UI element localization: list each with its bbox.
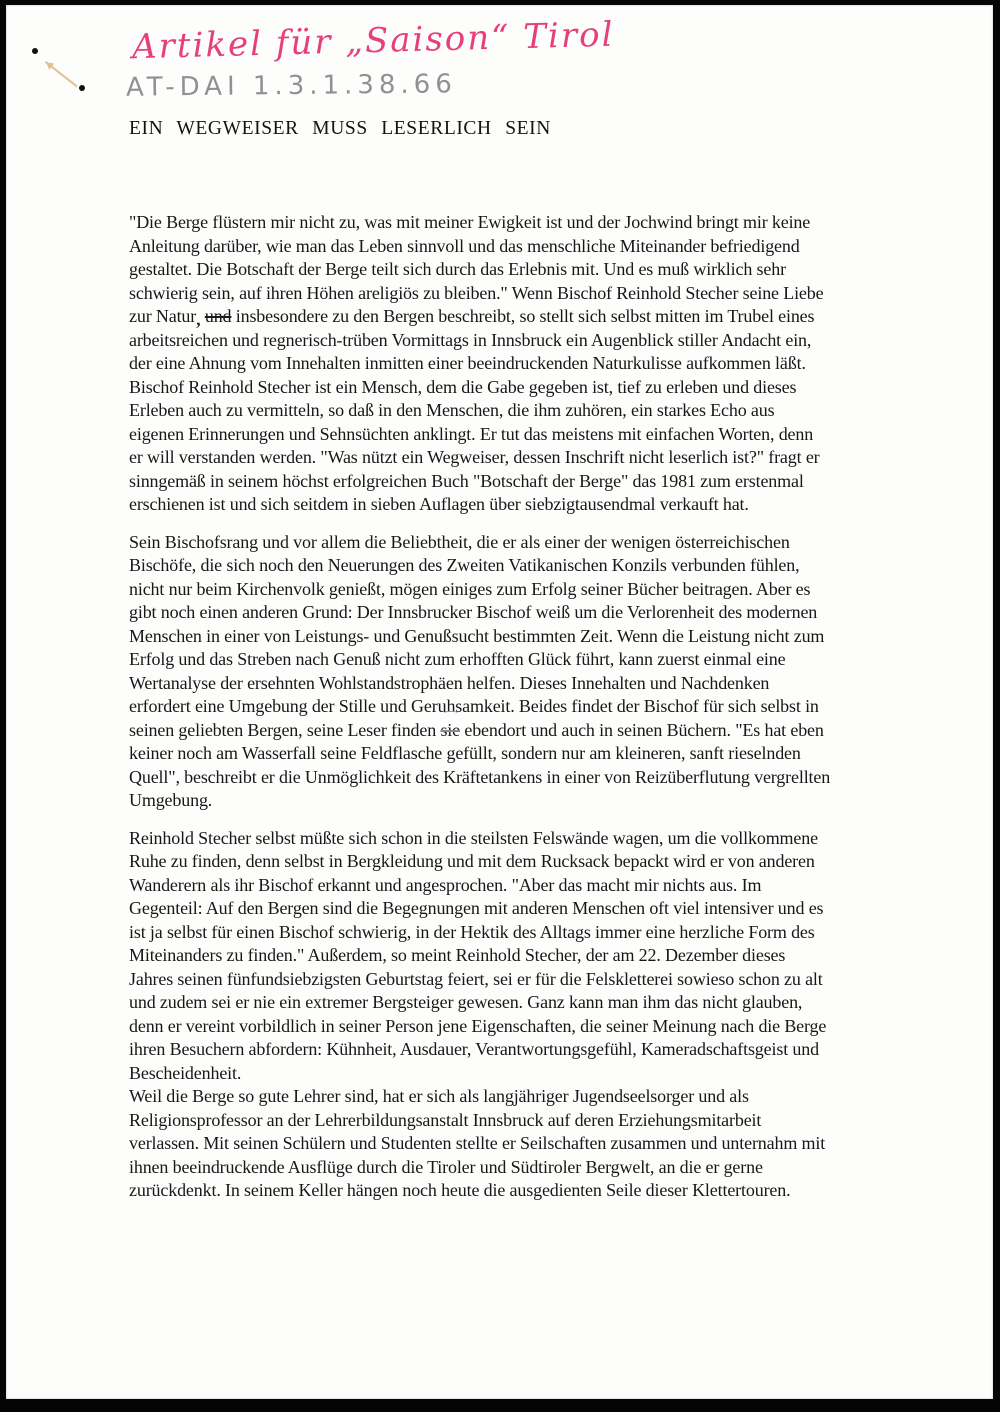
text-line [129, 305, 911, 329]
struck-word: und [204, 306, 232, 326]
paper-sheet [6, 5, 993, 1399]
text-segment: der eine Ahnung vom Innehalten inmitten einer beeindruckenden Naturkulisse aufkommen läßt. [129, 353, 806, 373]
text-line [129, 874, 911, 898]
text-segment: gestaltet. Die Botschaft der Berge teilt sich durch das Erlebnis mit. Und es muß wirklich sehr [129, 259, 786, 279]
text-line [129, 695, 911, 719]
text-line [129, 329, 911, 353]
text-line [129, 446, 911, 470]
text-segment: und zudem sei er nie ein extremer Bergsteiger gewesen. Ganz kann man ihm das nicht glauben, [129, 992, 803, 1012]
text-line [129, 827, 911, 851]
text-segment: ihren Besuchern abfordern: Kühnheit, Ausdauer, Verantwortungsgefühl, Kameradschaftsgeist und [129, 1039, 819, 1059]
text-segment: Erfolg und das Streben nach Genuß nicht zum erhofften Glück führt, kann zuerst einmal eine [129, 649, 786, 669]
text-segment: insbesondere zu den Bergen beschreibt, so stellt sich selbst mitten im Trubel eines [231, 306, 815, 326]
pencil-arrow-mark [45, 61, 78, 87]
text-segment: zurückdenkt. In seinem Keller hängen noch heute die ausgedienten Seile dieser Klettertouren. [129, 1180, 791, 1200]
text-segment: Weil die Berge so gute Lehrer sind, hat er sich als langjähriger Jugendseelsorger und als [129, 1086, 749, 1106]
text-line [129, 399, 911, 423]
text-segment: "Die Berge flüstern mir nicht zu, was mit meiner Ewigkeit ist und der Jochwind bringt mir keine [129, 212, 811, 232]
text-segment: erschienen ist und sich seitdem in sieben Auflagen über siebzigtausendmal verkauft hat. [129, 494, 749, 514]
handwritten-comma: , [196, 309, 201, 329]
text-line [129, 282, 911, 306]
text-line [129, 742, 911, 766]
staple-hole [32, 48, 38, 54]
text-line [129, 991, 911, 1015]
text-line [129, 601, 911, 625]
text-line [129, 921, 911, 945]
text-segment: Miteinanders zu finden." Außerdem, so meint Reinhold Stecher, der am 22. Dezember dieses [129, 945, 786, 965]
text-line [129, 470, 911, 494]
text-line [129, 789, 911, 813]
text-segment: Wanderern als ihr Bischof erkannt und angesprochen. "Aber das macht mir nichts aus. Im [129, 874, 762, 895]
text-line [129, 672, 911, 696]
text-line [129, 235, 911, 259]
text-segment: er will verstanden werden. "Was nützt ein Wegweiser, dessen Inschrift nicht leserlich ist?" fragt er [129, 447, 820, 467]
text-segment: ist ja selbst für einen Bischof schwierig, in der Hektik des Alltags immer eine herzliche Form des [129, 921, 815, 942]
text-line [129, 1038, 911, 1062]
text-line [129, 968, 911, 992]
document-title: EIN WEGWEISER MUSS LESERLICH SEIN [129, 118, 551, 139]
text-segment: sinngemäß in seinem höchst erfolgreichen Buch "Botschaft der Berge" das 1981 zum erstenmal [129, 470, 804, 491]
text-line [129, 1179, 911, 1203]
text-segment: eigenen Erinnerungen und Sehnsüchten anklingt. Er tut das meistens mit einfachen Worten, denn [129, 423, 814, 444]
text-segment: Wertanalyse der ersehnten Wohlstandstrophäen helfen. Dieses Innehalten und Nachdenken [129, 672, 770, 693]
text-line [129, 766, 911, 790]
text-line [129, 648, 911, 672]
text-line [129, 944, 911, 968]
text-line [129, 423, 911, 447]
text-line [129, 625, 911, 649]
text-line [129, 850, 911, 874]
text-segment: schwierig sein, auf ihren Höhen areligiös zu bleiben." Wenn Bischof Reinhold Stecher seine Liebe [129, 282, 824, 303]
handwritten-archive-reference: AT-DAI 1.3.1.38.66 [125, 69, 457, 103]
text-line [129, 1109, 911, 1133]
text-line [129, 897, 911, 921]
text-segment: Religionsprofessor an der Lehrerbildungsanstalt Innsbruck auf deren Erziehungsmitarbeit [129, 1109, 762, 1130]
text-segment: Quell", beschreibt er die Unmöglichkeit des Kräftetankens in einer von Reizüberflutung vergrellten [129, 766, 831, 787]
text-segment: Bischof Reinhold Stecher ist ein Mensch, dem die Gabe gegeben ist, tief zu erleben und dieses [129, 376, 797, 397]
text-segment: seinen geliebten Bergen, seine Leser finden [129, 719, 441, 740]
staple-hole [79, 85, 85, 91]
text-segment: Bescheidenheit. [129, 1062, 242, 1083]
text-segment: verlassen. Mit seinen Schülern und Studenten stellte er Seilschaften zusammen und unternahm mit [129, 1133, 826, 1153]
text-line [129, 719, 911, 743]
text-line [129, 578, 911, 602]
text-segment: Sein Bischofsrang und vor allem die Beliebtheit, die er als einer der wenigen österreichischen [129, 531, 790, 552]
paragraph [129, 827, 911, 1203]
struck-word: sie [440, 720, 460, 740]
document-body [129, 211, 911, 1203]
text-segment: Umgebung. [129, 790, 213, 810]
text-segment: Erleben auch zu vermitteln, so daß in den Menschen, die ihm zuhören, ein starkes Echo aus [129, 400, 775, 420]
text-segment: keiner noch am Wasserfall seine Feldflasche gefüllt, sondern nur am kleineren, sanft rieselnden [129, 743, 801, 763]
text-line [129, 1062, 911, 1086]
text-segment: erfordert eine Umgebung der Stille und Geruhsamkeit. Beides findet der Bischof für sich selbst in [129, 696, 819, 716]
text-line [129, 531, 911, 555]
text-line [129, 1156, 911, 1180]
text-segment: zur Natur [129, 306, 197, 326]
text-line [129, 493, 911, 517]
text-line [129, 1132, 911, 1156]
text-line [129, 554, 911, 578]
text-segment: Menschen in einer von Leistungs- und Genußsucht bestimmten Zeit. Wenn die Leistung nicht zum [129, 625, 825, 646]
text-segment: denn er vereint vorbildlich in seiner Person jene Eigenschaften, die seiner Meinung nach die Berge [129, 1015, 827, 1036]
paragraph [129, 211, 911, 517]
text-segment: Gegenteil: Auf den Bergen sind die Begegnungen mit anderen Menschen oft viel intensiver und es [129, 898, 824, 918]
text-segment: Ruhe zu finden, denn selbst in Bergkleidung und mit dem Rucksack bepackt wird er von anderen [129, 851, 815, 871]
text-line [129, 1015, 911, 1039]
text-segment: gibt noch einen anderen Grund: Der Innsbrucker Bischof weiß um die Verlorenheit des modernen [129, 602, 818, 622]
text-line [129, 211, 911, 235]
text-segment: nicht nur beim Kirchenvolk genießt, mögen einiges zum Erfolg seiner Bücher beitragen. Aber es [129, 578, 811, 599]
text-line [129, 352, 911, 376]
text-segment: arbeitsreichen und regnerisch-trüben Vormittags in Innsbruck ein Augenblick stiller Andacht ein, [129, 329, 812, 350]
text-line [129, 1085, 911, 1109]
text-segment: Reinhold Stecher selbst müßte sich schon in die steilsten Felswände wagen, um die vollkommene [129, 827, 818, 848]
text-segment: ebendort und auch in seinen Büchern. "Es hat eben [460, 719, 824, 740]
text-segment: Anleitung darüber, wie man das Leben sinnvoll und das menschliche Miteinander befriedigend [129, 235, 800, 256]
text-segment: Jahres seinen fünfundsiebzigsten Geburtstag feiert, sei er für die Felskletterei sowieso schon zu alt [129, 968, 823, 989]
pencil-correction-mark [443, 711, 459, 719]
text-segment: ihnen beeindruckende Ausflüge durch die Tiroler und Südtiroler Bergwelt, an die er gerne [129, 1156, 763, 1177]
handwritten-pink-annotation: Artikel für „Saison“ Tirol [131, 14, 615, 68]
paragraph [129, 531, 911, 813]
text-line [129, 258, 911, 282]
text-line [129, 376, 911, 400]
text-segment: Bischöfe, die sich noch den Neuerungen des Zweiten Vatikanischen Konzils verbunden fühlen, [129, 555, 800, 575]
